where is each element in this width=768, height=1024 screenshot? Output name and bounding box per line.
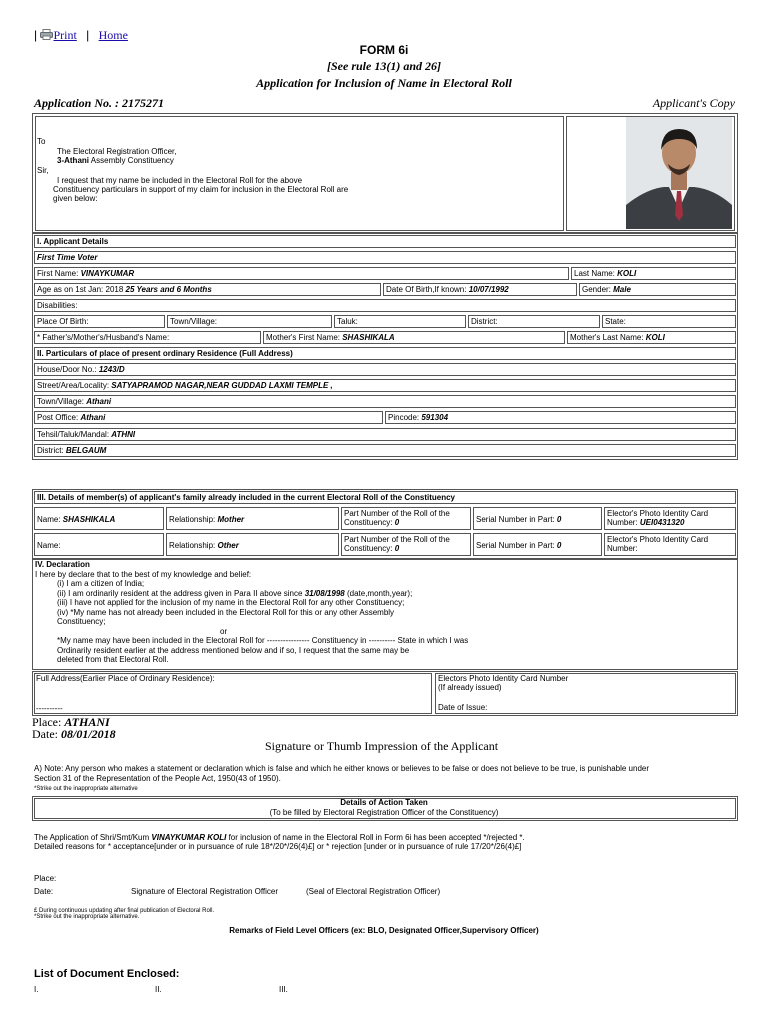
item-2-suffix: (date,month,year); (344, 588, 413, 598)
part-number-value: 0 (394, 544, 400, 554)
post-office-field (34, 411, 383, 424)
pincode-value: 591304 (421, 413, 449, 422)
post-office-value: Athani (80, 413, 106, 422)
declaration-alt-3: deleted from that Electoral Roll. (57, 655, 169, 664)
member-1-relationship (166, 507, 339, 530)
serial-value: 0 (556, 515, 562, 524)
epic-number-label: Number: (607, 544, 638, 554)
relation-name-field: * Father's/Mother's/Husband's Name: (34, 331, 261, 344)
tehsil-label: Tehsil/Taluk/Mandal: (37, 430, 112, 439)
constituency-label: Constituency: (344, 518, 395, 528)
date-label: Date: (32, 727, 61, 741)
street-value: SATYAPRAMOD NAGAR,NEAR GUDDAD LAXMI TEMPLE , (111, 381, 333, 390)
declaration-alt-2: Ordinarily resident earlier at the address mentioned below and if so, I request that the same may be (57, 645, 410, 655)
ero-seal-label: (Seal of Electoral Registration Officer) (306, 887, 441, 896)
age-label: Age as on 1st Jan: 2018 (37, 285, 126, 294)
town-value: Athani (86, 397, 112, 406)
date-of-issue-label: Date of Issue: (438, 703, 488, 712)
mother-first-name-field (263, 331, 565, 344)
member-name-label: Name: (37, 541, 61, 550)
mother-last-name-value: KOLI (645, 333, 665, 342)
member-1-serial (473, 507, 602, 530)
place-of-birth-field: Place Of Birth: (34, 315, 165, 328)
gender-value: Male (613, 285, 631, 294)
serial-value: 0 (556, 541, 562, 550)
form-title: FORM 6i (359, 43, 409, 57)
declaration-item-2 (35, 589, 468, 599)
constituency-suffix: Assembly Constituency (89, 156, 174, 165)
form-rule: [See rule 13(1) and 26] (327, 59, 441, 73)
legal-note-line-2: Section 31 of the Representation of the People Act, 1950(43 of 1950). (34, 773, 281, 783)
member-1-epic (604, 507, 736, 530)
strike-note-2: *Strike out the inappropriate alternative. (34, 914, 140, 920)
ero-signature-label: Signature of Electoral Registration Officer (131, 887, 279, 896)
first-name-value: VINAYKUMAR (80, 269, 135, 278)
member-1-name (34, 507, 164, 530)
last-name-value: KOLI (617, 269, 637, 278)
letter-line-3: given below: (53, 194, 98, 203)
ero-place-label: Place: (34, 874, 57, 883)
disabilities-field: Disabilities: (34, 299, 736, 312)
section-2-title: II. Particulars of place of present ordinary Residence (Full Address) (34, 347, 736, 360)
previous-epic-note: (If already issued) (438, 683, 502, 692)
member-2-epic (604, 533, 736, 556)
printer-icon[interactable] (40, 29, 53, 43)
first-name-field (34, 267, 569, 280)
declaration-text (35, 560, 468, 665)
member-2-part-number (341, 533, 471, 556)
declaration-alt-1: *My name may have been included in the Electoral Roll for ---------------- Constituency in ---------- State in which I was (57, 636, 469, 645)
serial-label: Serial Number in Part: (476, 541, 557, 550)
relationship-label: Relationship: (169, 541, 218, 550)
serial-label: Serial Number in Part: (476, 515, 557, 524)
letter-line-1: I request that my name be included in the Electoral Roll for the above (57, 176, 303, 185)
documents-title: List of Document Enclosed: (34, 968, 180, 980)
date-value: 08/01/2018 (61, 727, 116, 741)
strike-note-1: *Strike out the inappropriate alternative (34, 786, 138, 792)
action-taken-subtitle: (To be filled by Electoral Registration Officer of the Constituency) (269, 808, 499, 817)
letter-text-box (35, 116, 564, 231)
pincode-label: Pincode: (388, 413, 422, 422)
age-field (34, 283, 381, 296)
dob-field (383, 283, 577, 296)
letter-ero: The Electoral Registration Officer, (57, 147, 177, 156)
tehsil-field (34, 428, 736, 441)
town-label: Town/Village: (37, 397, 87, 406)
declaration-title: IV. Declaration (35, 560, 90, 569)
district-value: BELGAUM (65, 446, 107, 455)
declaration-intro: I here by declare that to the best of my knowledge and belief: (35, 569, 252, 579)
nav-separator: | (86, 28, 90, 42)
relationship-label: Relationship: (169, 515, 218, 524)
gender-label: Gender: (582, 285, 614, 294)
gender-field (579, 283, 736, 296)
birth-town-field: Town/Village: (167, 315, 332, 328)
letter-line-2: Constituency particulars in support of my claim for inclusion in the Electoral Roll are (53, 185, 349, 194)
birth-state-field: State: (602, 315, 736, 328)
ero-date-label: Date: (34, 887, 54, 896)
mother-first-name-label: Mother's First Name: (266, 333, 343, 342)
home-link[interactable]: Home (98, 28, 128, 42)
epic-number-value: UEI0431320 (639, 518, 685, 528)
mother-last-name-field (567, 331, 736, 344)
town-field (34, 395, 736, 408)
pound-note: £ During continuous updating after final publication of Electoral Roll. (34, 908, 215, 914)
first-name-label: First Name: (37, 269, 81, 278)
dob-label: Date Of Birth,If known: (386, 285, 469, 294)
post-office-label: Post Office: (37, 413, 81, 422)
applicant-full-name: VINAYKUMAR KOLI (151, 833, 227, 842)
acceptance-prefix: The Application of Shri/Smt/Kum (34, 833, 152, 842)
top-nav (34, 28, 128, 43)
birth-district-field: District: (468, 315, 600, 328)
legal-note (34, 764, 649, 783)
previous-address-label: Full Address(Earlier Place of Ordinary Residence): (36, 674, 215, 683)
acceptance-line-1 (34, 833, 525, 842)
member-name-label: Name: (37, 515, 63, 524)
legal-note-line-1: A) Note: Any person who makes a statement or declaration which is false and which he either knows or believes to be false or does not believe to be true, is punishable under (34, 764, 650, 773)
previous-address-dash: ---------- (36, 704, 63, 713)
constituency-label: Constituency: (344, 544, 395, 554)
declaration-item-4: (iv) *My name has not already been included in the Electoral Roll for this or any other Assembly (57, 607, 395, 617)
application-number: Application No. : 2175271 (34, 96, 165, 110)
member-2-relationship (166, 533, 339, 556)
declaration-item-3: (iii) I have not applied for the inclusion of my name in the Electoral Roll for any other Constituency; (57, 598, 405, 607)
declaration-item-1: (i) I am a citizen of India; (57, 579, 145, 588)
applicant-signature-label: Signature or Thumb Impression of the Applicant (265, 739, 499, 753)
house-field (34, 363, 736, 376)
part-number-label: Part Number of the Roll of the (344, 535, 450, 544)
tehsil-value: ATHNI (111, 430, 136, 439)
district-field (34, 444, 736, 457)
nav-separator: | (34, 28, 38, 42)
constituency-name: 3-Athani (57, 156, 89, 165)
date-line (32, 727, 116, 742)
mother-last-name-label: Mother's Last Name: (570, 333, 646, 342)
place-value: ATHANI (64, 715, 110, 729)
pincode-field (385, 411, 736, 424)
house-label: House/Door No.: (37, 365, 99, 374)
relationship-value: Mother (217, 515, 245, 524)
section-1-title: I. Applicant Details (34, 235, 736, 248)
declaration-item-4-cont: Constituency; (57, 617, 106, 626)
section-3-title: III. Details of member(s) of applicant's family already included in the current Electoral Roll of the Constituency (34, 491, 736, 504)
previous-epic-label: Electors Photo Identity Card Number (438, 674, 569, 683)
member-2-name (34, 533, 164, 556)
form-subtitle: Application for Inclusion of Name in Electoral Roll (256, 76, 512, 90)
member-1-part-number (341, 507, 471, 530)
acceptance-suffix: for inclusion of name in the Electoral Roll in Form 6i has been accepted */rejected *. (226, 833, 525, 842)
last-name-label: Last Name: (574, 269, 618, 278)
part-number-value: 0 (394, 518, 400, 528)
epic-number-label: Number: (607, 518, 640, 528)
district-label: District: (37, 446, 66, 455)
member-2-serial (473, 533, 602, 556)
copy-label: Applicant's Copy (652, 96, 735, 110)
relationship-value: Other (217, 541, 239, 550)
part-number-label: Part Number of the Roll of the (344, 509, 450, 518)
acceptance-line-2: Detailed reasons for * acceptance[under or in pursuance of rule 18*/20*/26(4)£] or * rejection [under or in pursuance of rule 17/20*/26(4)£] (34, 842, 522, 851)
epic-label: Elector's Photo Identity Card (607, 535, 709, 544)
member-name-value: SHASHIKALA (62, 515, 116, 524)
letter-constituency (57, 156, 174, 166)
letter-to: To (37, 137, 46, 146)
first-time-voter: First Time Voter (34, 251, 736, 264)
document-item-2: II. (155, 985, 162, 994)
place-label: Place: (32, 715, 65, 729)
age-value: 25 Years and 6 Months (125, 285, 212, 294)
applicant-photo (626, 117, 732, 229)
resident-since-date: 31/08/1998 (304, 588, 345, 598)
dob-value: 10/07/1992 (468, 285, 509, 294)
document-item-1: I. (34, 985, 39, 994)
declaration-or: or (220, 626, 228, 636)
remarks-title: Remarks of Field Level Officers (ex: BLO, Designated Officer,Supervisory Officer) (229, 926, 539, 935)
mother-first-name-value: SHASHIKALA (342, 333, 395, 342)
letter-sir: Sir, (37, 166, 49, 175)
item-2-text: (ii) I am ordinarily resident at the address given in Para II above since (57, 588, 305, 598)
street-field (34, 379, 736, 392)
document-item-3: III. (279, 985, 288, 994)
house-value: 1243/D (98, 365, 125, 374)
birth-taluk-field: Taluk: (334, 315, 466, 328)
print-link[interactable]: Print (53, 28, 77, 42)
action-taken-title: Details of Action Taken (340, 798, 428, 807)
epic-label: Elector's Photo Identity Card (607, 509, 709, 518)
last-name-field (571, 267, 736, 280)
street-label: Street/Area/Locality: (37, 381, 112, 390)
